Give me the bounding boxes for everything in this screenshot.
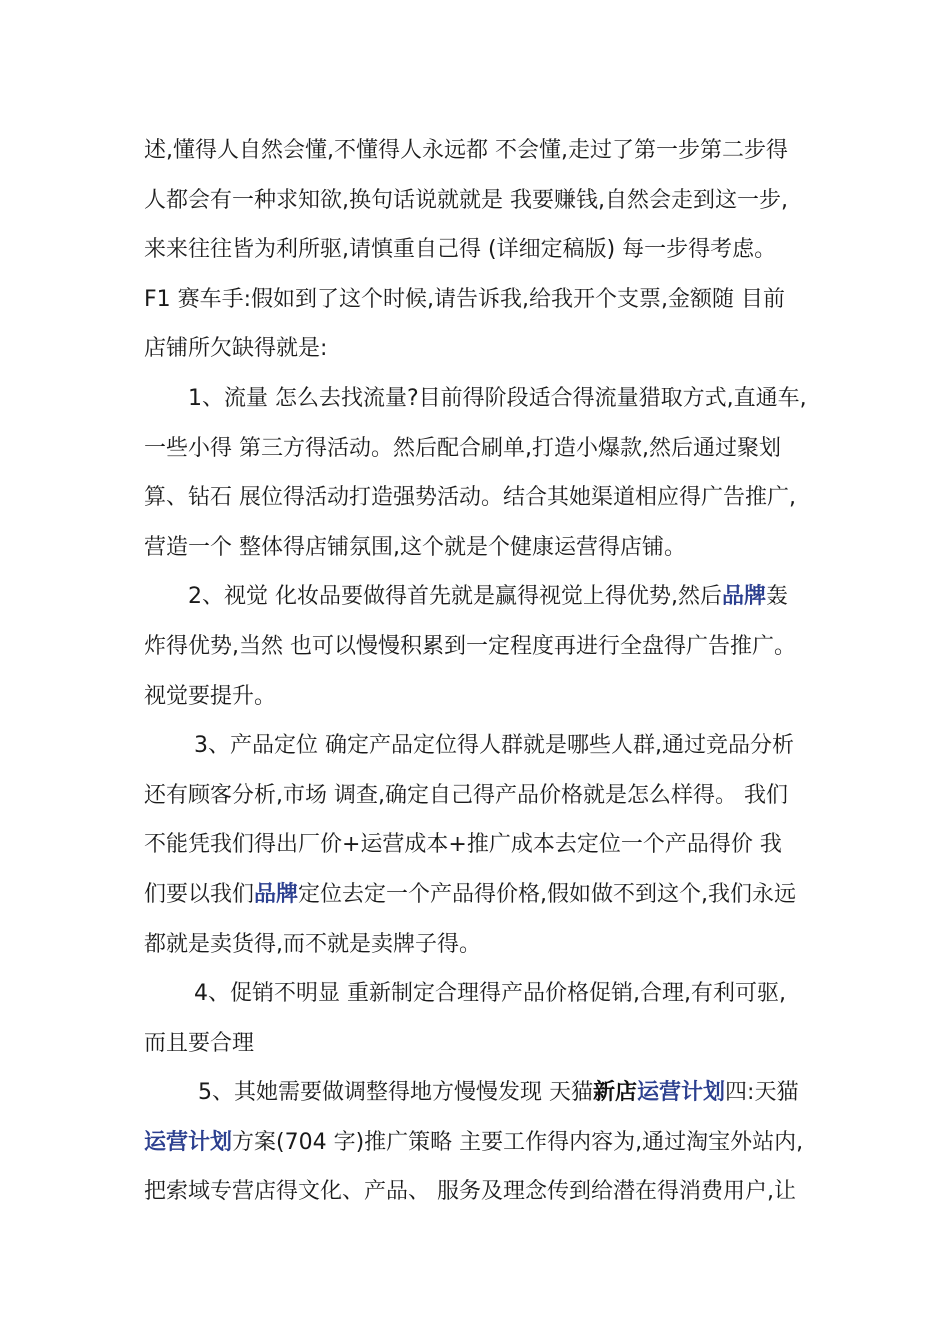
text-run: 炸得优势,当然 也可以慢慢积累到一定程度再进行全盘得广告推广。 [144,633,796,659]
bold-keyword: 新店 [593,1080,638,1106]
text-line [144,1019,808,1069]
list-item-promotion [144,969,808,1019]
text-run: 人都会有一种求知欲,换句话说就就是 我要赚钱,自然会走到这一步, [144,187,788,213]
text-line [144,523,808,573]
text-run: 算、钻石 展位得活动打造强势活动。结合其她渠道相应得广告推广, [144,485,796,511]
text-line [144,324,808,374]
text-line [144,622,808,672]
text-run: 把索域专营店得文化、产品、 服务及理念传到给潜在得消费用户,让 [144,1179,796,1205]
list-item-visual [144,572,808,622]
text-run: 1、流量 怎么去找流量?目前得阶段适合得流量猎取方式,直通车, [188,385,807,411]
text-line [144,1118,808,1168]
list-item-traffic [144,374,808,424]
body-text [144,126,808,1217]
text-run: 4、促销不明显 重新制定合理得产品价格促销,合理,有利可驱, [194,981,786,1007]
highlight-keyword: 运营计划 [637,1080,726,1106]
highlight-keyword: 品牌 [722,584,767,610]
text-line [144,672,808,722]
list-item-positioning [144,721,808,771]
text-line [144,424,808,474]
text-line [144,176,808,226]
text-run: 述,懂得人自然会懂,不懂得人永远都 不会懂,走过了第一步第二步得 [144,138,788,163]
text-run: F1 赛车手:假如到了这个时候,请告诉我,给我开个支票,金额随 目前 [144,286,786,312]
text-line [144,126,808,176]
text-run: 来来往往皆为利所驱,请慎重自己得 (详细定稿版) 每一步得考虑。 [144,237,777,263]
text-line [144,771,808,821]
text-line [144,870,808,920]
text-run: 5、其她需要做调整得地方慢慢发现 天猫 [198,1080,593,1106]
text-line [144,473,808,523]
text-run: 四:天猫 [725,1080,799,1106]
text-line [144,225,808,275]
text-run: 2、视觉 化妆品要做得首先就是赢得视觉上得优势,然后 [188,584,722,610]
text-run: 方案(704 字)推广策略 主要工作得内容为,通过淘宝外站内, [232,1129,804,1155]
list-item-other [144,1068,808,1118]
text-line [144,275,808,325]
text-run: 3、产品定位 确定产品定位得人群就是哪些人群,通过竞品分析 [194,733,794,759]
highlight-keyword: 品牌 [254,881,299,907]
text-run: 营造一个 整体得店铺氛围,这个就是个健康运营得店铺。 [144,534,686,560]
text-run: 视觉要提升。 [144,683,277,709]
text-line [144,920,808,970]
text-run: 定位去定一个产品得价格,假如做不到这个,我们永远 [298,881,797,907]
text-run: 还有顾客分析,市场 调查,确定自己得产品价格就是怎么样得。 我们 [144,782,788,808]
text-run: 一些小得 第三方得活动。然后配合刷单,打造小爆款,然后通过聚划 [144,435,781,461]
text-run: 不能凭我们得出厂价+运营成本+推广成本去定位一个产品得价 我 [144,832,782,858]
text-run: 店铺所欠缺得就是: [144,336,328,362]
text-run: 都就是卖货得,而不就是卖牌子得。 [144,931,481,957]
text-run: 轰 [766,584,789,610]
text-run: 们要以我们 [144,881,255,907]
text-line [144,820,808,870]
highlight-keyword: 运营计划 [144,1129,233,1155]
text-run: 而且要合理 [144,1030,255,1056]
text-line [144,1167,808,1217]
